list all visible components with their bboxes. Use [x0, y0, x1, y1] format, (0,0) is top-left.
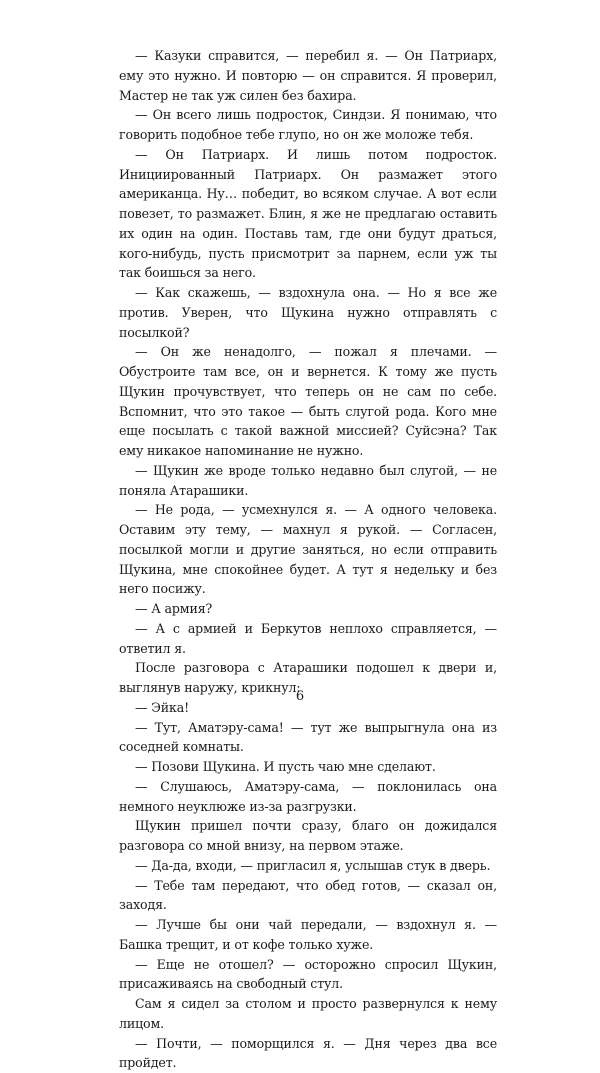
- paragraph: — Как скажешь, — вздохнула она. — Но я все же против. Уверен, что Щукина нужно отправлять с посылкой?: [119, 283, 497, 342]
- paragraph: — Он Патриарх. И лишь потом подросток. Инициированный Патриарх. Он размажет этого американца. Ну… победит, во всяком случае. А вот если повезет, то размажет. Блин, я же не предлагаю оставить их один на один. Поставь там, где они будут драться, кого-нибудь, пусть присмотрит за парнем, если уж ты так боишься за него.: [119, 145, 497, 283]
- paragraph: — Да-да, входи, — пригласил я, услышав стук в дверь.: [119, 856, 497, 876]
- paragraph: — Почти, — поморщился я. — Дня через два все пройдет.: [119, 1034, 497, 1073]
- paragraph: — Лучше бы они чай передали, — вздохнул я. — Башка трещит, и от кофе только хуже.: [119, 915, 497, 955]
- paragraph: Сам я сидел за столом и просто развернулся к нему лицом.: [119, 994, 497, 1034]
- paragraph: — Он же ненадолго, — пожал я плечами. — Обустроите там все, он и вернется. К тому же пусть Щукин прочувствует, что теперь он не сам по себе. Вспомнит, что это такое — быть слугой рода. Кого мне еще посылать с такой важной миссией? Суйсэна? Так ему никакое напоминание не нужно.: [119, 342, 497, 461]
- paragraph: — Позови Щукина. И пусть чаю мне сделают.: [119, 757, 497, 777]
- page-body-text: [119, 46, 497, 1073]
- paragraph: — Эйка!: [119, 698, 497, 718]
- paragraph: — Казуки справится, — перебил я. — Он Патриарх, ему это нужно. И повторю — он справится. Я проверил, Мастер не так уж силен без бахира.: [119, 46, 497, 105]
- page-number: 6: [0, 689, 600, 704]
- paragraph: Щукин пришел почти сразу, благо он дожидался разговора со мной внизу, на первом этаже.: [119, 816, 497, 856]
- paragraph: — Щукин же вроде только недавно был слугой, — не поняла Атарашики.: [119, 461, 497, 501]
- paragraph: — А с армией и Беркутов неплохо справляется, — ответил я.: [119, 619, 497, 659]
- paragraph: — А армия?: [119, 599, 497, 619]
- paragraph: — Он всего лишь подросток, Синдзи. Я понимаю, что говорить подобное тебе глупо, но он же моложе тебя.: [119, 105, 497, 145]
- paragraph: — Тебе там передают, что обед готов, — сказал он, заходя.: [119, 876, 497, 916]
- paragraph: — Не рода, — усмехнулся я. — А одного человека. Оставим эту тему, — махнул я рукой. — Согласен, посылкой могли и другие заняться, но если отправить Щукина, мне спокойнее будет. А тут я недельку и без него посижу.: [119, 500, 497, 599]
- paragraph: — Тут, Аматэру-сама! — тут же выпрыгнула она из соседней комнаты.: [119, 718, 497, 758]
- paragraph: После разговора с Атарашики подошел к двери и, выглянув наружу, крикнул:: [119, 658, 497, 698]
- paragraph: — Еще не отошел? — осторожно спросил Щукин, присаживаясь на свободный стул.: [119, 955, 497, 995]
- paragraph: — Слушаюсь, Аматэру-сама, — поклонилась она немного неуклюже из-за разгрузки.: [119, 777, 497, 817]
